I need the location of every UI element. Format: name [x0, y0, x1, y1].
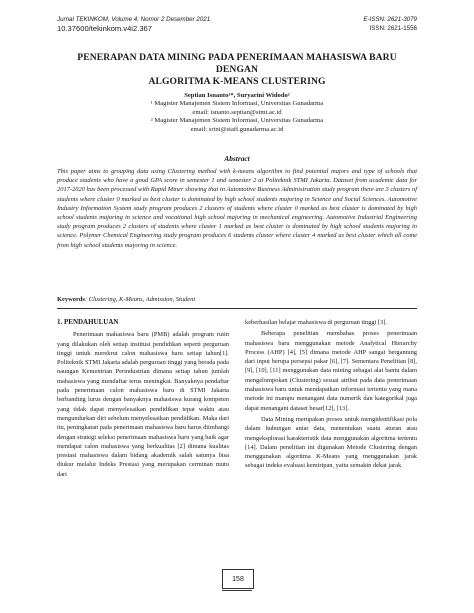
author-block	[57, 92, 417, 134]
issn: ISSN: 2621-1556	[369, 25, 417, 32]
body-paragraph: Data Mining merupakan proses untuk mengidentifikasi pola dalam hubungan antar data, menentukan suatu aturan atau mengeksplorasi karakteristik data menggunakan algoritma tertentu [14]. Dalam penelitian ini digunakan Metode Clustering dengan menggunakan algoritma K-Means yang menggunakan jarak sebagai indeks evaluasi kemiripan, yaitu semakin dekat jarak	[245, 415, 417, 470]
email-1[interactable]: email: isnanto.septian@stmi.ac.id	[192, 108, 282, 116]
eissn: E-ISSN: 2621-3079	[363, 16, 417, 23]
abstract-text: This paper aims to grouping data using Clustering method with k-means algorithm to find potential majors and type of schools that produce students who have a good GPA score in semester 1 and semester 2 at Politeknik STMI Jakarta. Dataset from academic data for 2017-2020 has been processed with Rapid Miner showing that in Automotive Business Administration study program there are 3 clusters of students where cluster 0 marked as best cluster is dominated by high school students majoring in Science and Social Sciences. Automotive Industry Information System study program produces 2 clusters of students where cluster 0 marked as best cluster is dominated by high school students majoring in science and vocational high school majoring in mechanical engineering. Automotive Industrial Engineering study program produces 2 clusters of students where cluster 1 marked as best cluster is dominated by high school students majoring in science. Polymer Chemical Engineering study program produces 6 students cluster where cluster 4 marked as best cluster which all come from high school students majoring in science.	[57, 168, 417, 249]
divider	[57, 308, 417, 309]
affiliation-1: ¹ Magister Manajemen Sistem Informasi, Universitas Gunadarma	[150, 100, 324, 108]
body-paragraph: Penerimaan mahasiswa baru (PMB) adalah program rutin yang dilakukan oleh setiap institusi pendidikan seperti perguruan tinggi untuk merekrut calon mahasiswa baru setiap tahun[1]. Politeknik STMI Jakarta adalah perguruan tinggi yang berada pada naungan Kementrian Perindustrian dimana setiap tahun jumlah mahasiswa yang mendaftar terus meningkat. Banyaknya pendaftar pada penerimaan calon mahasiswa baru di STMI Jakarta berbanding lurus dengan banyaknya mahasiswa kurang kompeten yang tidak dapat menyelesaikan pendidikan tepat waktu atau mengundurkan diri sebelum menyelesaikan pendidikan. Maka dari itu, peningkatan pada penerimaan mahasiswa baru harus diimbangi dengan strategi seleksi penerimaan mahasiswa baru yang baik agar mendapat calon mahasiswa yang berkualitas [2] dimana kualitas prestasi mahasiswa dalam bidang akademik salah satunya bisa diukur melalui Indeks Prestasi yang merupakan cerminan mutu dari	[57, 331, 229, 478]
body-paragraph: Beberapa penelitian membahas proses penerimaan mahasiswa baru menggunakan metode Analytical Hierarchy Process (AHP) [4], [5] dimana metode AHP sangat bergantung dari input berupa persepsi pakar [6], [7]. Sementara Penelitian [8], [9], [10], [11] menggunakan data mining sebagai alat bantu dalam mengelompokan (Clustering) sesuai atribut pada data penerimaan mahasiswa baru untuk mendapatkan informasi tertentu yang mana metode ini mampu menangani data numerik dan kategorikal juga dapat menangani dataset besar[12], [13].	[245, 330, 417, 412]
keywords-text: : Clustering, K-Means, Admission, Student	[84, 296, 196, 303]
title-line: ALGORITMA K-MEANS CLUSTERING	[148, 76, 326, 87]
left-column	[57, 318, 229, 479]
title-line: PENERAPAN DATA MINING PADA PENERIMAAN MAHASISWA BARU DENGAN	[77, 52, 397, 75]
doi[interactable]: 10.37600/tekinkom.v4i2.367	[57, 24, 152, 33]
keywords-label: Keywords	[57, 296, 85, 303]
paper-title	[57, 52, 417, 88]
author-names: Septian Isnanto¹*, Suryarini Widodo²	[184, 92, 290, 99]
running-header-left	[57, 16, 210, 34]
email-2[interactable]: email: srini@staff.gunadarma.ac.id	[190, 125, 284, 133]
running-header-right	[363, 16, 417, 34]
abstract-heading: Abstract	[224, 154, 250, 163]
right-column	[245, 318, 417, 471]
page-number: 158	[222, 569, 254, 589]
journal-name: Jurnal TEKINKOM, Volume 4, Nomor 2 Desember 2021	[57, 16, 211, 23]
keywords	[57, 295, 417, 304]
affiliation-2: ² Magister Manajemen Sistem Informasi, Universitas Gunadarma	[150, 117, 324, 125]
section-heading: 1. PENDAHULUAN	[57, 318, 119, 326]
body-paragraph: keberhasilan belajar mahasiswa di perguruan tinggi [3].	[245, 319, 388, 326]
page-number-rule	[222, 590, 252, 591]
